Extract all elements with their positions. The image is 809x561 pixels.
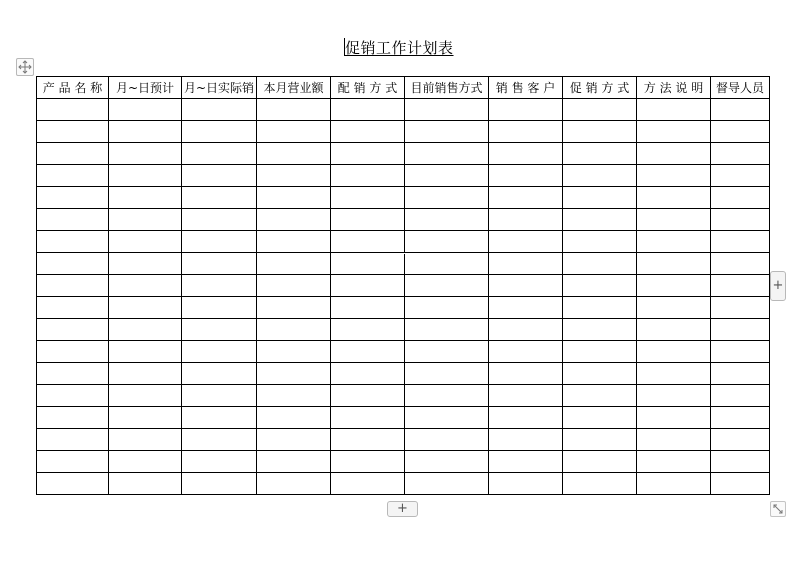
table-cell[interactable] [37, 385, 109, 407]
table-cell[interactable] [711, 429, 770, 451]
table-cell[interactable] [637, 385, 711, 407]
table-row [37, 451, 770, 473]
table-cell[interactable] [711, 121, 770, 143]
table-cell[interactable] [711, 99, 770, 121]
table-row [37, 473, 770, 495]
table-cell[interactable] [37, 187, 109, 209]
table-cell[interactable] [37, 209, 109, 231]
table-cell[interactable] [405, 253, 489, 275]
table-cell[interactable] [711, 187, 770, 209]
table-cell[interactable] [563, 429, 637, 451]
table-row [37, 187, 770, 209]
table-cell[interactable] [489, 429, 563, 451]
table-cell[interactable] [37, 429, 109, 451]
table-cell[interactable] [637, 363, 711, 385]
table-cell[interactable] [182, 99, 257, 121]
table-cell[interactable] [711, 297, 770, 319]
table-cell[interactable] [182, 143, 257, 165]
table-cell[interactable] [257, 473, 331, 495]
table-cell[interactable] [37, 319, 109, 341]
table-cell[interactable] [257, 99, 331, 121]
table-cell[interactable] [563, 165, 637, 187]
header-distribution-method[interactable]: 配 销 方 式 [331, 77, 405, 99]
table-cell[interactable] [37, 341, 109, 363]
table-cell[interactable] [637, 165, 711, 187]
table-cell[interactable] [563, 473, 637, 495]
table-cell[interactable] [637, 99, 711, 121]
table-cell[interactable] [37, 99, 109, 121]
table-cell[interactable] [37, 253, 109, 275]
table-row [37, 385, 770, 407]
table-cell[interactable] [182, 275, 257, 297]
table-cell[interactable] [711, 385, 770, 407]
table-cell[interactable] [257, 363, 331, 385]
table-cell[interactable] [37, 407, 109, 429]
table-cell[interactable] [37, 297, 109, 319]
table-cell[interactable] [331, 473, 405, 495]
table-cell[interactable] [637, 187, 711, 209]
table-cell[interactable] [711, 407, 770, 429]
table-cell[interactable] [257, 451, 331, 473]
table-cell[interactable] [182, 121, 257, 143]
table-cell[interactable] [711, 341, 770, 363]
table-cell[interactable] [563, 231, 637, 253]
table-cell[interactable] [405, 231, 489, 253]
table-row [37, 253, 770, 275]
table-cell[interactable] [109, 407, 182, 429]
header-monthly-revenue[interactable]: 本月营业额 [257, 77, 331, 99]
header-sales-customers[interactable]: 销 售 客 户 [489, 77, 563, 99]
table-cell[interactable] [489, 407, 563, 429]
table-cell[interactable] [563, 407, 637, 429]
table-cell[interactable] [563, 99, 637, 121]
table-cell[interactable] [109, 209, 182, 231]
table-cell[interactable] [331, 319, 405, 341]
table-cell[interactable] [37, 143, 109, 165]
table-cell[interactable] [489, 363, 563, 385]
table-cell[interactable] [405, 341, 489, 363]
table-cell[interactable] [711, 363, 770, 385]
table-cell[interactable] [109, 275, 182, 297]
table-cell[interactable] [109, 341, 182, 363]
table-cell[interactable] [489, 99, 563, 121]
table-cell[interactable] [405, 143, 489, 165]
table-cell[interactable] [711, 143, 770, 165]
table-cell[interactable] [182, 319, 257, 341]
table-cell[interactable] [405, 187, 489, 209]
table-cell[interactable] [637, 209, 711, 231]
table-cell[interactable] [109, 385, 182, 407]
table-cell[interactable] [637, 451, 711, 473]
table-cell[interactable] [489, 385, 563, 407]
table-cell[interactable] [257, 209, 331, 231]
table-cell[interactable] [331, 407, 405, 429]
table-cell[interactable] [331, 253, 405, 275]
table-row [37, 165, 770, 187]
table-row [37, 363, 770, 385]
table-cell[interactable] [563, 121, 637, 143]
table-cell[interactable] [637, 143, 711, 165]
table-cell[interactable] [405, 363, 489, 385]
table-cell[interactable] [331, 99, 405, 121]
table-cell[interactable] [37, 451, 109, 473]
table-cell[interactable] [563, 385, 637, 407]
table-cell[interactable] [405, 407, 489, 429]
add-row-button[interactable]: + [387, 501, 418, 517]
table-move-handle[interactable] [16, 58, 34, 76]
table-cell[interactable] [489, 121, 563, 143]
promotion-plan-table [36, 76, 770, 495]
table-cell[interactable] [109, 253, 182, 275]
table-cell[interactable] [331, 187, 405, 209]
table-cell[interactable] [711, 253, 770, 275]
table-row [37, 231, 770, 253]
header-supervisor[interactable]: 督导人员 [711, 77, 770, 99]
table-cell[interactable] [331, 209, 405, 231]
table-row [37, 319, 770, 341]
table-cell[interactable] [182, 363, 257, 385]
table-cell[interactable] [109, 99, 182, 121]
table-cell[interactable] [109, 187, 182, 209]
table-cell[interactable] [489, 165, 563, 187]
table-cell[interactable] [563, 209, 637, 231]
table-cell[interactable] [489, 319, 563, 341]
table-cell[interactable] [489, 209, 563, 231]
table-cell[interactable] [257, 121, 331, 143]
table-cell[interactable] [711, 473, 770, 495]
table-cell[interactable] [563, 187, 637, 209]
header-current-sales-method[interactable]: 目前销售方式 [405, 77, 489, 99]
table-cell[interactable] [405, 385, 489, 407]
table-cell[interactable] [405, 429, 489, 451]
table-cell[interactable] [637, 429, 711, 451]
table-cell[interactable] [109, 451, 182, 473]
table-cell[interactable] [182, 165, 257, 187]
document-title[interactable]: 促销工作计划表 [345, 39, 454, 57]
table-cell[interactable] [637, 319, 711, 341]
table-cell[interactable] [405, 121, 489, 143]
table-cell[interactable] [257, 407, 331, 429]
header-actual-sales[interactable]: 月~日实际销 [182, 77, 257, 99]
move-arrows-icon [17, 59, 33, 75]
table-cell[interactable] [405, 473, 489, 495]
table-cell[interactable] [257, 341, 331, 363]
table-cell[interactable] [331, 363, 405, 385]
table-cell[interactable] [563, 143, 637, 165]
header-promotion-method[interactable]: 促 销 方 式 [563, 77, 637, 99]
table-cell[interactable] [489, 451, 563, 473]
table-cell[interactable] [637, 407, 711, 429]
table-row [37, 341, 770, 363]
table-cell[interactable] [489, 341, 563, 363]
table-cell[interactable] [182, 253, 257, 275]
table-cell[interactable] [109, 121, 182, 143]
table-cell[interactable] [637, 341, 711, 363]
selection-artifact [333, 253, 469, 254]
table-cell[interactable] [563, 451, 637, 473]
table-cell[interactable] [637, 231, 711, 253]
table-cell[interactable] [182, 385, 257, 407]
table-cell[interactable] [563, 319, 637, 341]
header-product-name[interactable]: 产 品 名 称 [37, 77, 109, 99]
table-cell[interactable] [182, 187, 257, 209]
table-cell[interactable] [711, 275, 770, 297]
table-cell[interactable] [109, 143, 182, 165]
table-cell[interactable] [257, 275, 331, 297]
table-cell[interactable] [182, 429, 257, 451]
table-cell[interactable] [489, 275, 563, 297]
table-cell[interactable] [637, 297, 711, 319]
table-cell[interactable] [331, 121, 405, 143]
table-cell[interactable] [37, 121, 109, 143]
table-cell[interactable] [563, 253, 637, 275]
table-cell[interactable] [637, 473, 711, 495]
table-cell[interactable] [711, 209, 770, 231]
table-cell[interactable] [711, 451, 770, 473]
table-cell[interactable] [405, 209, 489, 231]
table-cell[interactable] [109, 231, 182, 253]
table-cell[interactable] [37, 275, 109, 297]
table-cell[interactable] [182, 209, 257, 231]
table-cell[interactable] [489, 253, 563, 275]
table-cell[interactable] [37, 363, 109, 385]
table-cell[interactable] [405, 297, 489, 319]
table-cell[interactable] [405, 451, 489, 473]
add-column-button[interactable]: + [770, 271, 786, 301]
table-row [37, 121, 770, 143]
table-cell[interactable] [331, 143, 405, 165]
table-cell[interactable] [257, 297, 331, 319]
table-cell[interactable] [182, 473, 257, 495]
table-body [37, 99, 770, 495]
table-row [37, 429, 770, 451]
header-estimated[interactable]: 月~日预计 [109, 77, 182, 99]
table-cell[interactable] [637, 275, 711, 297]
table-cell[interactable] [563, 363, 637, 385]
table-cell[interactable] [109, 165, 182, 187]
table-cell[interactable] [257, 319, 331, 341]
header-method-description[interactable]: 方 法 说 明 [637, 77, 711, 99]
table-cell[interactable] [489, 473, 563, 495]
table-cell[interactable] [37, 473, 109, 495]
table-cell[interactable] [331, 341, 405, 363]
table-cell[interactable] [563, 341, 637, 363]
table-cell[interactable] [711, 231, 770, 253]
table-cell[interactable] [331, 165, 405, 187]
table-cell[interactable] [331, 231, 405, 253]
table-row [37, 143, 770, 165]
table-row [37, 407, 770, 429]
table-cell[interactable] [331, 297, 405, 319]
table-cell[interactable] [331, 429, 405, 451]
table-cell[interactable] [489, 231, 563, 253]
table-cell[interactable] [109, 297, 182, 319]
table-cell[interactable] [257, 187, 331, 209]
table-cell[interactable] [109, 363, 182, 385]
table-cell[interactable] [257, 385, 331, 407]
diagonal-resize-icon [771, 502, 785, 516]
table-cell[interactable] [257, 253, 331, 275]
table-cell[interactable] [489, 143, 563, 165]
table-cell[interactable] [711, 319, 770, 341]
table-cell[interactable] [405, 99, 489, 121]
table-cell[interactable] [37, 231, 109, 253]
table-cell[interactable] [182, 407, 257, 429]
table-cell[interactable] [109, 319, 182, 341]
table-cell[interactable] [37, 165, 109, 187]
table-cell[interactable] [489, 297, 563, 319]
table-cell[interactable] [182, 297, 257, 319]
table-cell[interactable] [257, 429, 331, 451]
header-row [37, 77, 770, 99]
table-cell[interactable] [182, 451, 257, 473]
table-cell[interactable] [331, 275, 405, 297]
table-cell[interactable] [405, 275, 489, 297]
table-cell[interactable] [109, 429, 182, 451]
table-cell[interactable] [489, 187, 563, 209]
table-cell[interactable] [331, 451, 405, 473]
table-cell[interactable] [563, 297, 637, 319]
table-cell[interactable] [563, 275, 637, 297]
table-cell[interactable] [182, 341, 257, 363]
table-cell[interactable] [637, 121, 711, 143]
table-row [37, 275, 770, 297]
table-cell[interactable] [405, 165, 489, 187]
table-row [37, 209, 770, 231]
table-cell[interactable] [109, 473, 182, 495]
table-cell[interactable] [257, 231, 331, 253]
table-cell[interactable] [257, 165, 331, 187]
table-cell[interactable] [637, 253, 711, 275]
table-resize-handle[interactable] [770, 501, 786, 517]
table-cell[interactable] [711, 165, 770, 187]
table-cell[interactable] [331, 385, 405, 407]
table-row [37, 99, 770, 121]
table-cell[interactable] [405, 319, 489, 341]
table-row [37, 297, 770, 319]
table-cell[interactable] [257, 143, 331, 165]
table-cell[interactable] [182, 231, 257, 253]
